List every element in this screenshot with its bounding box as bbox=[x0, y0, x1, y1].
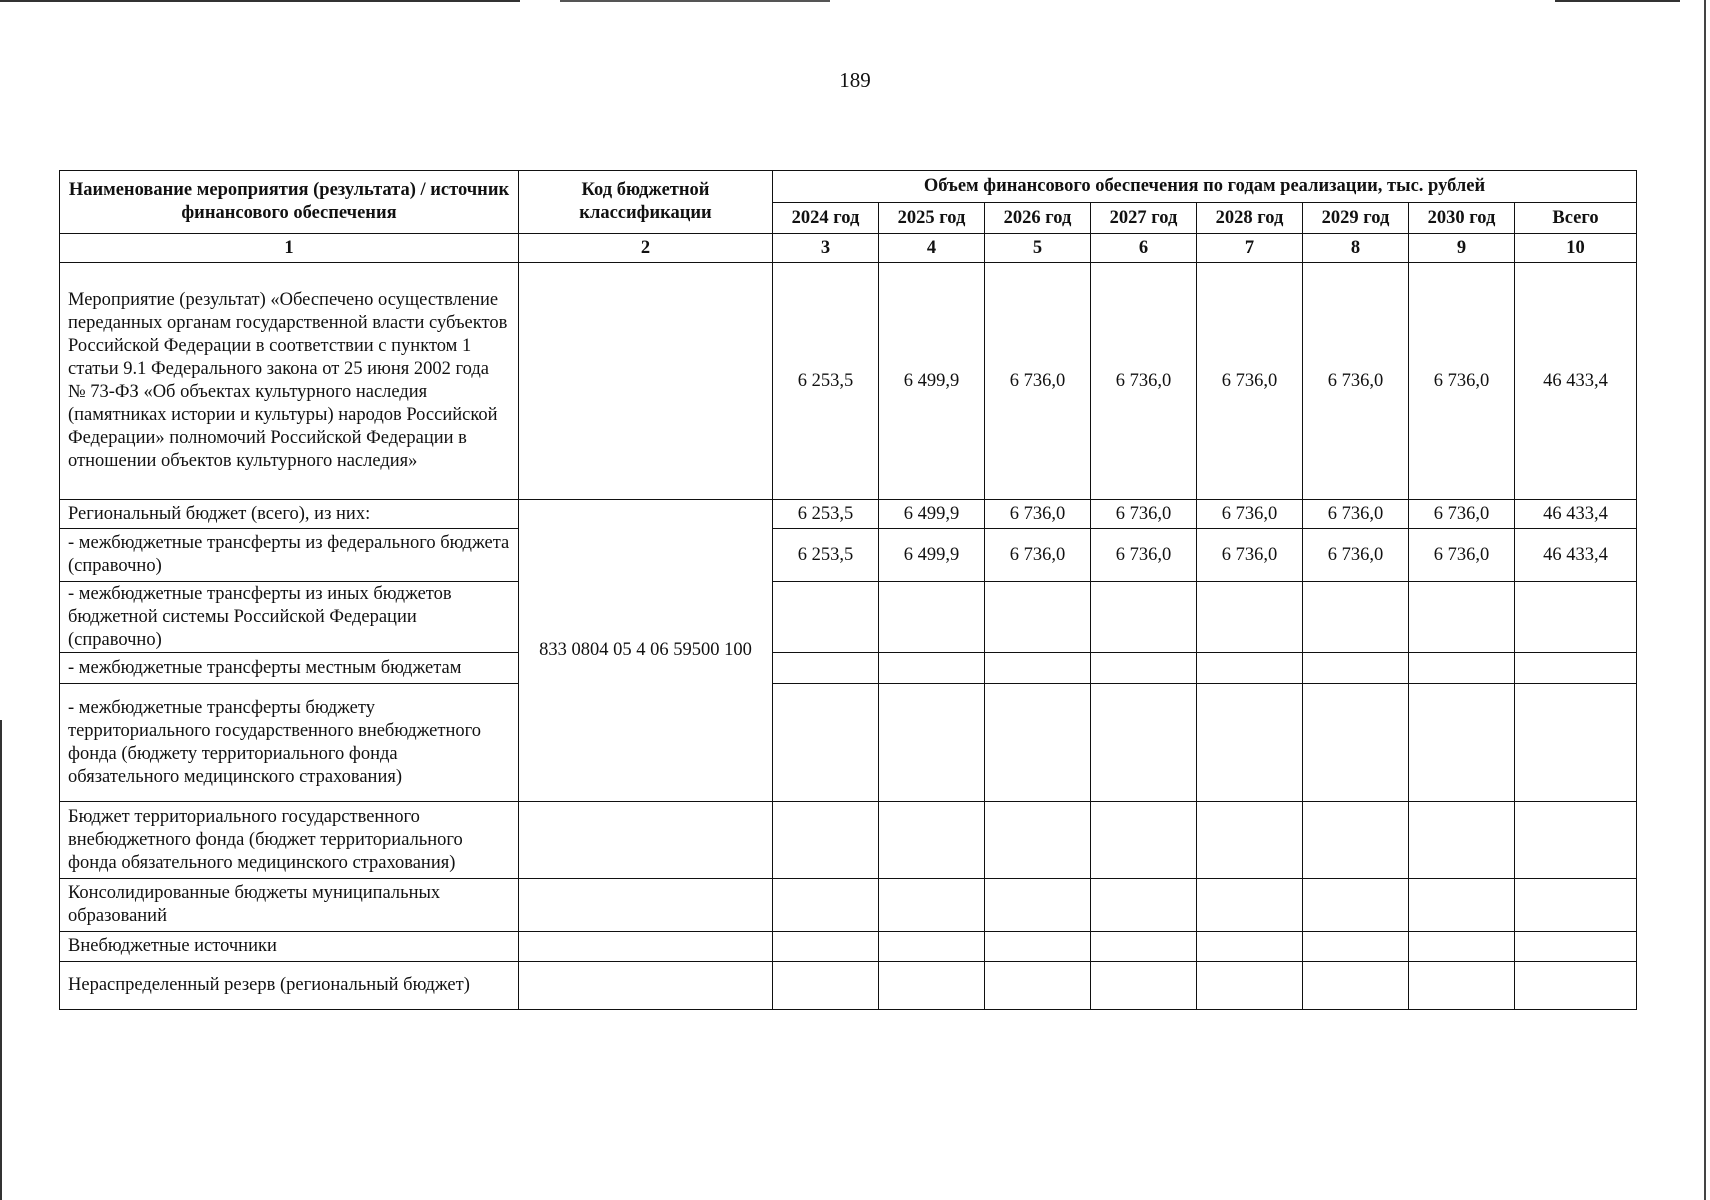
total-cell bbox=[1515, 879, 1637, 932]
value-cell bbox=[1409, 684, 1515, 802]
row-name: Бюджет территориального государственного внебюджетного фонда (бюджет территориального фонда обязательного медицинского страхования) bbox=[60, 802, 519, 879]
row-name: Региональный бюджет (всего), из них: bbox=[60, 500, 519, 529]
value-cell bbox=[1409, 962, 1515, 1010]
value-cell: 6 499,9 bbox=[879, 263, 985, 500]
value-cell: 6 736,0 bbox=[1091, 529, 1197, 582]
value-cell bbox=[773, 932, 879, 962]
header-name: Наименование мероприятия (результата) / источник финансового обеспечения bbox=[60, 171, 519, 234]
scan-edge-top-left bbox=[0, 0, 520, 2]
value-cell: 6 736,0 bbox=[1197, 500, 1303, 529]
value-cell: 6 736,0 bbox=[1409, 500, 1515, 529]
value-cell: 6 253,5 bbox=[773, 263, 879, 500]
value-cell bbox=[1303, 932, 1409, 962]
column-number-row bbox=[60, 234, 1637, 263]
column-number: 10 bbox=[1515, 234, 1637, 263]
value-cell bbox=[1303, 802, 1409, 879]
total-cell: 46 433,4 bbox=[1515, 263, 1637, 500]
column-number: 3 bbox=[773, 234, 879, 263]
total-cell bbox=[1515, 582, 1637, 653]
value-cell: 6 253,5 bbox=[773, 529, 879, 582]
row-name: Консолидированные бюджеты муниципальных образований bbox=[60, 879, 519, 932]
value-cell bbox=[1197, 802, 1303, 879]
value-cell: 6 253,5 bbox=[773, 500, 879, 529]
value-cell: 6 736,0 bbox=[1409, 263, 1515, 500]
value-cell: 6 736,0 bbox=[1091, 263, 1197, 500]
header-year: 2026 год bbox=[985, 203, 1091, 234]
column-number: 1 bbox=[60, 234, 519, 263]
code-cell-empty bbox=[519, 802, 773, 879]
row-name: - межбюджетные трансферты из иных бюджетов бюджетной системы Российской Федерации (справочно) bbox=[60, 582, 519, 653]
value-cell bbox=[879, 879, 985, 932]
table-row bbox=[60, 582, 1637, 653]
table-row bbox=[60, 802, 1637, 879]
row-name: - межбюджетные трансферты из федерального бюджета (справочно) bbox=[60, 529, 519, 582]
value-cell bbox=[1303, 962, 1409, 1010]
row-name: - межбюджетные трансферты местным бюджетам bbox=[60, 653, 519, 684]
value-cell bbox=[773, 802, 879, 879]
column-number: 7 bbox=[1197, 234, 1303, 263]
value-cell bbox=[1091, 653, 1197, 684]
header-volume: Объем финансового обеспечения по годам реализации, тыс. рублей bbox=[773, 171, 1637, 203]
value-cell: 6 736,0 bbox=[985, 500, 1091, 529]
table-row bbox=[60, 879, 1637, 932]
total-cell bbox=[1515, 684, 1637, 802]
value-cell bbox=[1091, 802, 1197, 879]
financing-table bbox=[59, 170, 1637, 1010]
scan-edge-top-middle bbox=[560, 0, 830, 2]
value-cell bbox=[773, 684, 879, 802]
value-cell: 6 736,0 bbox=[1409, 529, 1515, 582]
total-cell bbox=[1515, 802, 1637, 879]
value-cell bbox=[879, 582, 985, 653]
value-cell: 6 736,0 bbox=[1303, 529, 1409, 582]
table-row bbox=[60, 529, 1637, 582]
header-year: 2025 год bbox=[879, 203, 985, 234]
value-cell bbox=[985, 932, 1091, 962]
table-row bbox=[60, 684, 1637, 802]
value-cell: 6 736,0 bbox=[985, 263, 1091, 500]
value-cell bbox=[1409, 802, 1515, 879]
value-cell bbox=[879, 932, 985, 962]
value-cell bbox=[773, 653, 879, 684]
value-cell bbox=[1197, 653, 1303, 684]
value-cell bbox=[1091, 962, 1197, 1010]
header-year: 2027 год bbox=[1091, 203, 1197, 234]
header-total: Всего bbox=[1515, 203, 1637, 234]
value-cell bbox=[985, 962, 1091, 1010]
value-cell bbox=[985, 582, 1091, 653]
value-cell bbox=[773, 582, 879, 653]
value-cell bbox=[1303, 653, 1409, 684]
code-cell-empty bbox=[519, 879, 773, 932]
table-row bbox=[60, 263, 1637, 500]
value-cell bbox=[879, 684, 985, 802]
value-cell bbox=[985, 684, 1091, 802]
code-cell-empty bbox=[519, 263, 773, 500]
value-cell bbox=[773, 879, 879, 932]
value-cell bbox=[1091, 879, 1197, 932]
table-row bbox=[60, 962, 1637, 1010]
value-cell bbox=[1091, 684, 1197, 802]
value-cell bbox=[1409, 879, 1515, 932]
row-name: Нераспределенный резерв (региональный бюджет) bbox=[60, 962, 519, 1010]
value-cell bbox=[1303, 684, 1409, 802]
code-cell-empty bbox=[519, 962, 773, 1010]
header-year: 2029 год bbox=[1303, 203, 1409, 234]
value-cell bbox=[1409, 653, 1515, 684]
value-cell bbox=[985, 802, 1091, 879]
header-year: 2030 год bbox=[1409, 203, 1515, 234]
value-cell bbox=[1409, 932, 1515, 962]
page-number: 189 bbox=[839, 68, 871, 92]
table-row bbox=[60, 932, 1637, 962]
scan-edge-top-right bbox=[1555, 0, 1680, 2]
header-year: 2024 год bbox=[773, 203, 879, 234]
column-number: 8 bbox=[1303, 234, 1409, 263]
budget-code-cell: 833 0804 05 4 06 59500 100 bbox=[519, 500, 773, 802]
value-cell: 6 736,0 bbox=[1197, 263, 1303, 500]
value-cell bbox=[1197, 962, 1303, 1010]
value-cell bbox=[1197, 582, 1303, 653]
value-cell bbox=[879, 802, 985, 879]
column-number: 9 bbox=[1409, 234, 1515, 263]
value-cell: 6 499,9 bbox=[879, 500, 985, 529]
total-cell bbox=[1515, 653, 1637, 684]
table-row bbox=[60, 653, 1637, 684]
value-cell: 6 736,0 bbox=[1303, 263, 1409, 500]
table-row bbox=[60, 500, 1637, 529]
value-cell bbox=[773, 962, 879, 1010]
value-cell bbox=[879, 653, 985, 684]
value-cell: 6 736,0 bbox=[1303, 500, 1409, 529]
value-cell bbox=[1091, 582, 1197, 653]
value-cell bbox=[1303, 879, 1409, 932]
column-number: 2 bbox=[519, 234, 773, 263]
column-number: 6 bbox=[1091, 234, 1197, 263]
total-cell: 46 433,4 bbox=[1515, 500, 1637, 529]
value-cell: 6 499,9 bbox=[879, 529, 985, 582]
code-cell-empty bbox=[519, 932, 773, 962]
value-cell bbox=[1409, 582, 1515, 653]
value-cell bbox=[1197, 879, 1303, 932]
value-cell: 6 736,0 bbox=[1197, 529, 1303, 582]
total-cell bbox=[1515, 932, 1637, 962]
row-name: Внебюджетные источники bbox=[60, 932, 519, 962]
value-cell bbox=[1303, 582, 1409, 653]
header-year: 2028 год bbox=[1197, 203, 1303, 234]
scan-edge-left bbox=[0, 720, 2, 1200]
value-cell bbox=[1197, 932, 1303, 962]
scan-edge-right bbox=[1704, 0, 1706, 1200]
value-cell bbox=[985, 879, 1091, 932]
header-code: Код бюджетной классификации bbox=[519, 171, 773, 234]
column-number: 5 bbox=[985, 234, 1091, 263]
value-cell: 6 736,0 bbox=[985, 529, 1091, 582]
total-cell: 46 433,4 bbox=[1515, 529, 1637, 582]
value-cell bbox=[879, 962, 985, 1010]
header-row-top bbox=[60, 171, 1637, 203]
value-cell bbox=[985, 653, 1091, 684]
row-name: Мероприятие (результат) «Обеспечено осуществление переданных органам государственной власти субъектов Российской Федерации в соответствии с пунктом 1 статьи 9.1 Федерального закона от 25 июня 2002 года № 73-ФЗ «Об объектах культурного наследия (памятниках истории и культуры) народов Российской Федерации» полномочий Российской Федерации в отношении объектов культурного наследия» bbox=[60, 263, 519, 500]
value-cell bbox=[1091, 932, 1197, 962]
value-cell: 6 736,0 bbox=[1091, 500, 1197, 529]
value-cell bbox=[1197, 684, 1303, 802]
column-number: 4 bbox=[879, 234, 985, 263]
total-cell bbox=[1515, 962, 1637, 1010]
row-name: - межбюджетные трансферты бюджету территориального государственного внебюджетного фонда (бюджету территориального фонда обязательного медицинского страхования) bbox=[60, 684, 519, 802]
